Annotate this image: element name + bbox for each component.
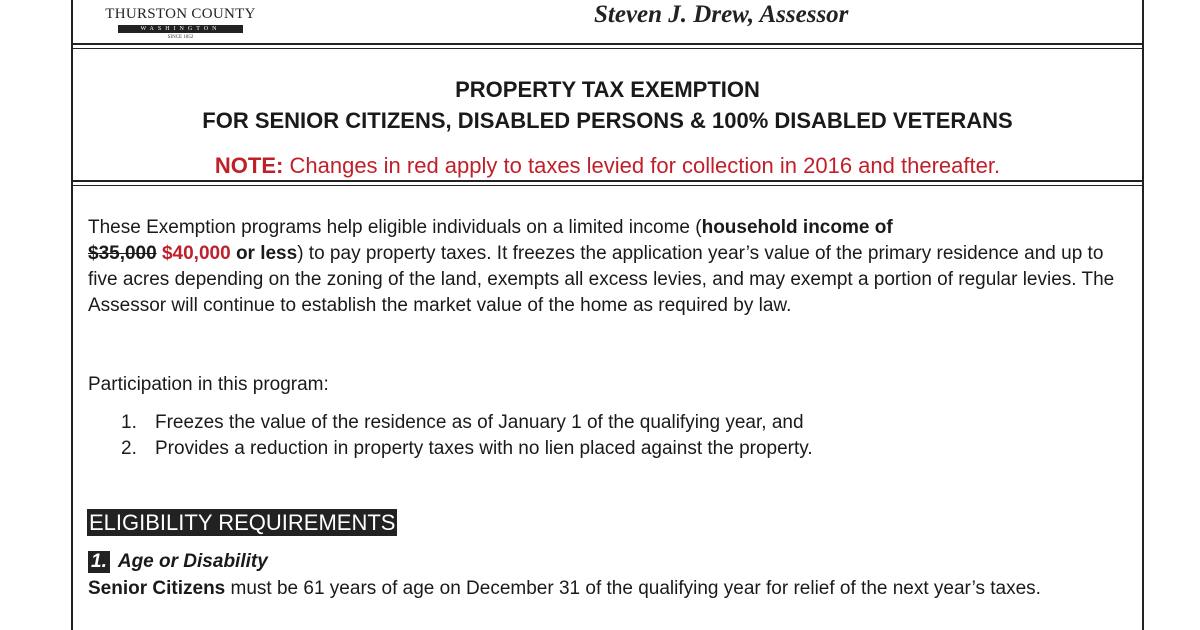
assessor-name: Steven J. Drew, Assessor bbox=[594, 1, 849, 28]
right-border-line bbox=[1142, 0, 1144, 630]
senior-label: Senior Citizens bbox=[88, 578, 226, 599]
senior-text: must be 61 years of age on December 31 of the qualifying year for relief of the next year’s taxes. bbox=[225, 578, 1041, 599]
income-label: household income of bbox=[701, 217, 893, 238]
document-title: PROPERTY TAX EXEMPTION bbox=[455, 77, 760, 102]
title-rule-bottom bbox=[71, 185, 1144, 186]
note-label: NOTE: bbox=[214, 153, 284, 178]
note-text: Changes in red apply to taxes levied for collection in 2016 and thereafter. bbox=[283, 153, 1001, 178]
eligibility-heading: ELIGIBILITY REQUIREMENTS bbox=[89, 510, 396, 535]
old-income-limit: $35,000 bbox=[88, 243, 157, 264]
change-note bbox=[73, 153, 1142, 179]
senior-citizen-requirement bbox=[88, 576, 1128, 602]
list-item: 1. Freezes the value of the residence as of January 1 of the qualifying year, and bbox=[121, 412, 804, 433]
state-band: WASHINGTON bbox=[118, 25, 243, 33]
list-item: 2. Provides a reduction in property taxes with no lien placed against the property. bbox=[121, 438, 813, 459]
requirement-title: Age or Disability bbox=[117, 551, 268, 572]
county-name: THURSTON COUNTY bbox=[105, 6, 256, 22]
intro-text-start: These Exemption programs help eligible individuals on a limited income ( bbox=[88, 217, 702, 238]
since-year: SINCE 1852 bbox=[167, 35, 194, 40]
requirement-number: 1. bbox=[88, 551, 110, 573]
intro-text-end: ) to pay property taxes. It freezes the application year’s value of the primary residence and up to five acres depending on the zoning of the land, exempts all excess levies, and may exempt a portion of regular levies. The Assessor will continue to establish the market value of the home as required by law. bbox=[88, 243, 1115, 316]
title-rule-top bbox=[71, 180, 1144, 182]
document-subtitle: FOR SENIOR CITIZENS, DISABLED PERSONS & 100% DISABLED VETERANS bbox=[202, 108, 1013, 133]
new-income-limit: $40,000 bbox=[161, 243, 231, 264]
income-qualifier: or less bbox=[235, 243, 298, 264]
county-logo bbox=[88, 0, 273, 60]
participation-heading: Participation in this program: bbox=[88, 374, 329, 395]
requirement-1-heading bbox=[88, 551, 268, 573]
intro-paragraph bbox=[88, 215, 1128, 319]
